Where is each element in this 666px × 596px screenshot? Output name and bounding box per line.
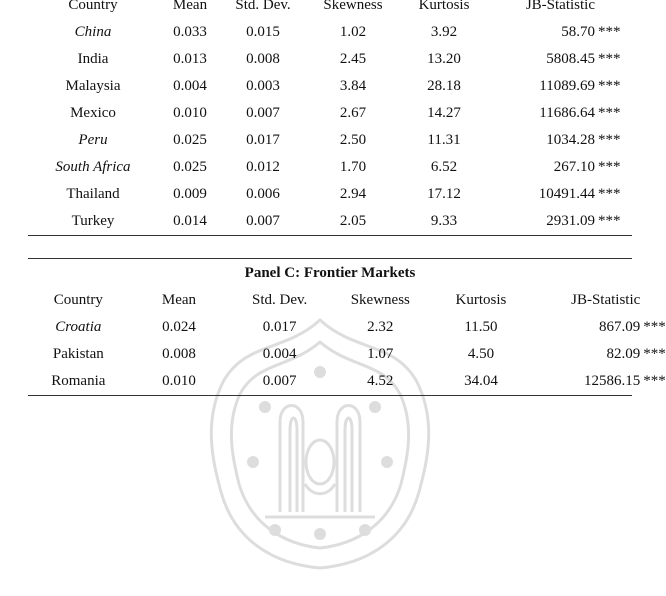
kurtosis-cell: 14.27 [427,105,461,121]
kurtosis-cell: 28.18 [427,78,461,94]
jb-statistic-cell [486,46,632,73]
skewness-cell: 2.05 [304,208,402,236]
table-row [28,73,632,100]
header-country: Country [53,292,103,308]
mean-cell: 0.008 [162,346,196,362]
table-row [28,127,632,154]
std-dev-cell: 0.015 [246,24,280,40]
table-row [28,46,632,73]
table-row [28,341,632,368]
country-cell: India [77,51,109,67]
significance-marker: *** [598,186,621,202]
skewness-cell: 1.02 [339,24,367,40]
country-cell: Romania [28,368,129,396]
header-skewness: Skewness [323,0,383,13]
jb-statistic-cell [486,73,632,100]
significance-marker: *** [643,319,666,335]
header-row [28,287,632,314]
mean-cell: 0.009 [173,186,207,202]
skewness-cell: 2.50 [339,132,367,148]
kurtosis-cell: 11.50 [464,319,498,335]
significance-marker: *** [598,132,621,148]
table-row [28,181,632,208]
skewness-cell: 4.52 [330,368,431,396]
panel-title-row [28,259,632,288]
panel-title: Panel C: Frontier Markets [28,259,632,288]
table-row [28,368,632,396]
jb-value: 58.70 [561,24,595,40]
header-jb-statistic: JB-Statistic [571,292,641,308]
significance-marker: *** [598,159,621,175]
skewness-cell: 2.67 [339,105,367,121]
country-cell: Turkey [28,208,158,236]
kurtosis-cell: 9.33 [402,208,486,236]
kurtosis-cell: 17.12 [427,186,461,202]
header-kurtosis: Kurtosis [455,292,507,308]
kurtosis-cell: 13.20 [427,51,461,67]
table-row [28,208,632,236]
std-dev-cell: 0.017 [262,319,297,335]
kurtosis-cell: 3.92 [430,24,458,40]
significance-marker: *** [598,24,621,40]
skewness-cell: 1.70 [339,159,367,175]
std-dev-cell: 0.007 [246,105,280,121]
kurtosis-cell: 4.50 [467,346,495,362]
jb-value: 5808.45 [546,51,595,67]
jb-statistic-cell [486,181,632,208]
skewness-cell: 2.45 [339,51,367,67]
header-std-dev: Std. Dev. [235,0,291,13]
mean-cell: 0.010 [129,368,230,396]
skewness-cell: 2.32 [367,319,394,335]
jb-value: 267.10 [553,159,595,175]
header-kurtosis: Kurtosis [418,0,470,13]
significance-marker: *** [598,213,621,229]
significance-marker: *** [643,373,666,389]
jb-value: 11686.64 [539,105,595,121]
kurtosis-cell: 34.04 [431,368,532,396]
jb-value: 1034.28 [546,132,595,148]
jb-statistic-cell [486,208,632,236]
jb-statistic-cell [486,100,632,127]
panel-b-table [28,0,632,236]
jb-statistic-cell [486,19,632,46]
significance-marker: *** [598,51,621,67]
header-skewness: Skewness [350,292,410,308]
country-cell: Thailand [66,186,120,202]
panel-c-table [28,258,666,396]
mean-cell: 0.025 [173,159,207,175]
std-dev-cell: 0.012 [246,159,280,175]
jb-statistic-cell [531,341,666,368]
mean-cell: 0.025 [173,132,207,148]
std-dev-cell: 0.006 [246,186,280,202]
significance-marker: *** [598,105,621,121]
std-dev-cell: 0.007 [222,208,304,236]
mean-cell: 0.010 [173,105,207,121]
header-mean: Mean [172,0,208,13]
header-jb-statistic: JB-Statistic [525,0,595,13]
std-dev-cell: 0.007 [229,368,330,396]
header-std-dev: Std. Dev. [252,292,308,308]
mean-cell: 0.013 [173,51,207,67]
std-dev-cell: 0.004 [262,346,297,362]
country-cell: China [74,24,112,40]
mean-cell: 0.014 [158,208,222,236]
country-cell: Malaysia [65,78,121,94]
country-cell: Mexico [70,105,116,121]
mean-cell: 0.033 [173,24,207,40]
jb-statistic-cell [531,314,666,341]
jb-value: 82.09 [606,346,641,362]
kurtosis-cell: 11.31 [427,132,461,148]
jb-value: 867.09 [599,319,641,335]
std-dev-cell: 0.008 [246,51,280,67]
country-cell: Croatia [55,319,102,335]
jb-value: 11089.69 [539,78,595,94]
std-dev-cell: 0.003 [246,78,280,94]
header-mean: Mean [161,292,197,308]
mean-cell: 0.004 [173,78,207,94]
skewness-cell: 3.84 [339,78,367,94]
country-cell: Pakistan [52,346,104,362]
header-country: Country [68,0,118,13]
mean-cell: 0.024 [162,319,196,335]
table-row [28,100,632,127]
skewness-cell: 1.07 [367,346,394,362]
jb-value: 2931.09 [546,213,595,229]
country-cell: Peru [78,132,108,148]
jb-statistic-cell [486,127,632,154]
jb-statistic-cell [486,154,632,181]
jb-value: 12586.15 [584,373,641,389]
jb-value: 10491.44 [538,186,595,202]
skewness-cell: 2.94 [339,186,367,202]
header-row [28,0,632,19]
std-dev-cell: 0.017 [246,132,280,148]
significance-marker: *** [643,346,666,362]
table-row [28,19,632,46]
table-row [28,314,632,341]
kurtosis-cell: 6.52 [430,159,458,175]
jb-statistic-cell [531,368,666,396]
table-row [28,154,632,181]
significance-marker: *** [598,78,621,94]
country-cell: South Africa [55,159,131,175]
